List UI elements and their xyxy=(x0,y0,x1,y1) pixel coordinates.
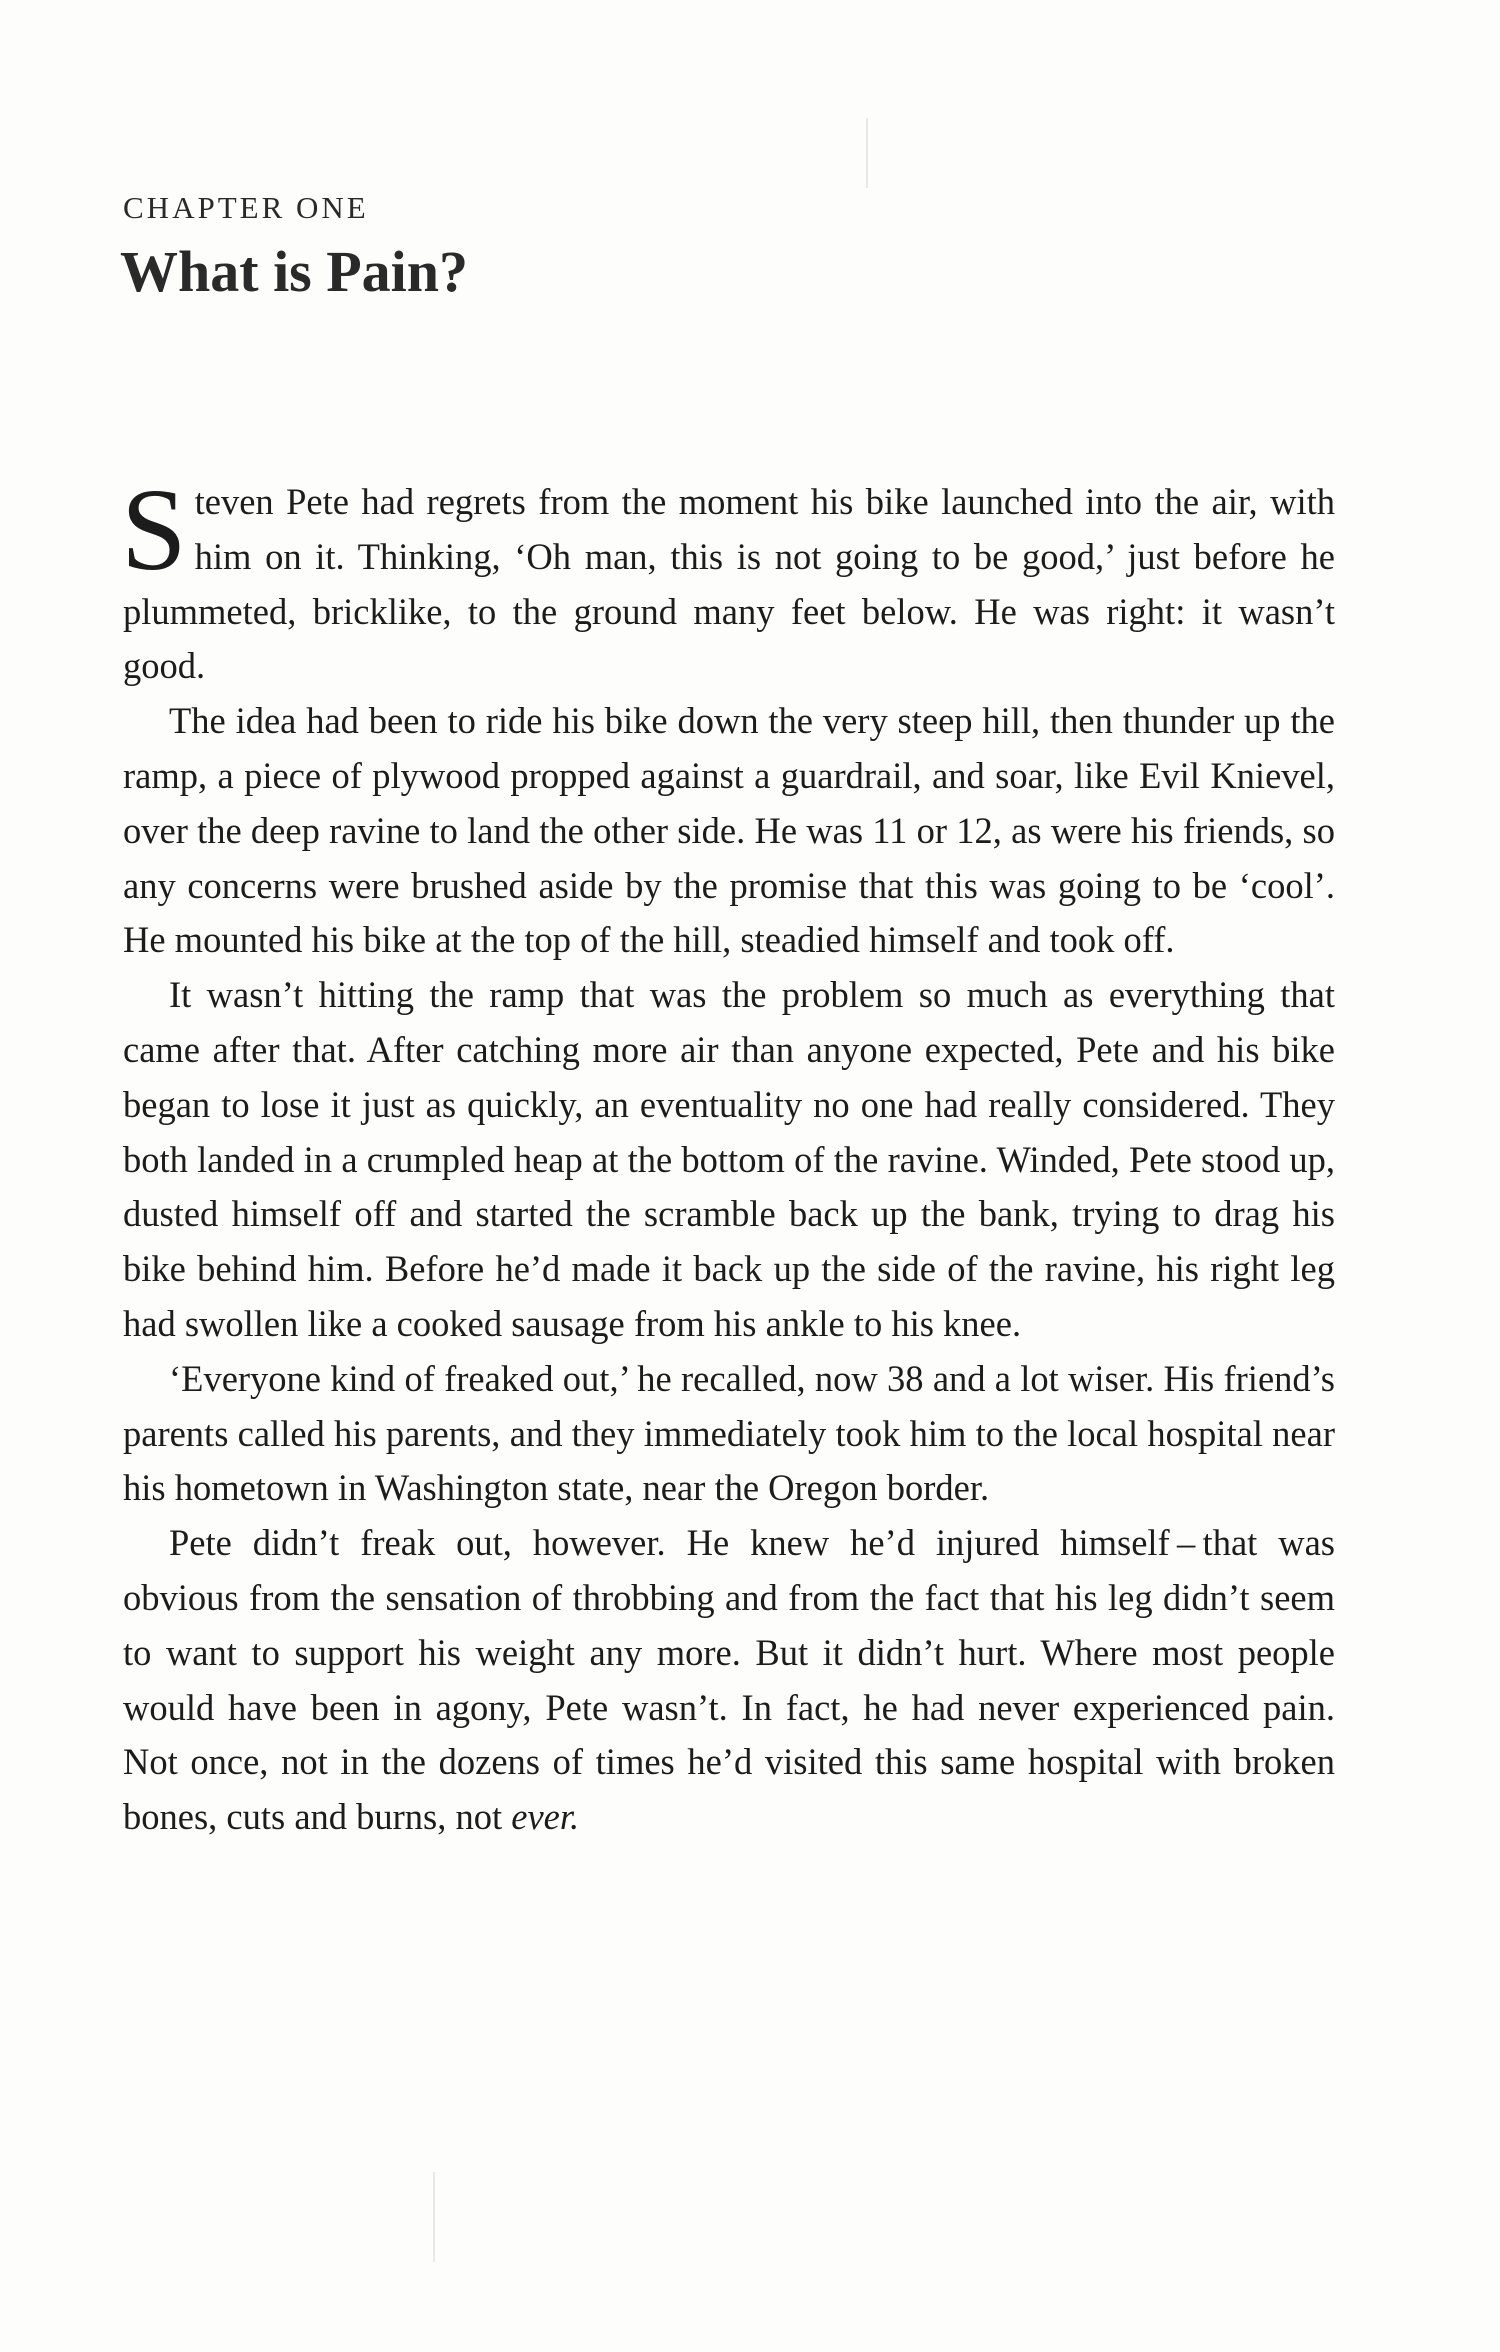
drop-cap: S xyxy=(121,464,187,595)
paragraph-3: It wasn’t hitting the ramp that was the problem so much as everything that came after that. After catching more air than anyone expected, Pete and his bike began to lose it just as quickly, an eventuality no one had really considered. They both landed in a crumpled heap at the bottom of the ravine. Winded, Pete stood up, dusted himself off and started the scramble back up the bank, trying to drag his bike behind him. Before he’d made it back up the side of the ravine, his right leg had swollen like a cooked sausage from his ankle to his knee. xyxy=(123,974,1335,1344)
chapter-body xyxy=(121,464,1335,1845)
paragraph-5-text: Pete didn’t freak out, however. He knew he’d injured himself – that was obvious from the sensation of throbbing and from the fact that his leg didn’t seem to want to support his weight any more. But it didn’t hurt. Where most people would have been in agony, Pete wasn’t. In fact, he had never experienced pain. Not once, not in the dozens of times he’d visited this same hospital with broken bones, cuts and burns, not xyxy=(123,1522,1335,1838)
paragraph-5 xyxy=(123,1516,1335,1845)
paragraph-4: ‘Everyone kind of freaked out,’ he recalled, now 38 and a lot wiser. His friend’s parents called his parents, and they immediately took him to the local hospital near his hometown in Washington state, near the Oregon border. xyxy=(123,1357,1335,1509)
chapter-label: CHAPTER ONE xyxy=(123,190,369,225)
scan-mark-top xyxy=(866,118,868,188)
paragraph-2: The idea had been to ride his bike down the very steep hill, then thunder up the ramp, a piece of plywood propped against a guardrail, and soar, like Evil Knievel, over the deep ravine to land the other side. He was 11 or 12, as were his friends, so any concerns were brushed aside by the promise that this was going to be ‘cool’. He mounted his bike at the top of the hill, steadied himself and took off. xyxy=(123,700,1335,961)
scan-mark-bottom xyxy=(433,2172,435,2262)
paragraph-1 xyxy=(121,464,1335,694)
emphasis-ever: ever. xyxy=(511,1796,580,1838)
chapter-title: What is Pain? xyxy=(120,239,469,304)
paragraph-1-text: teven Pete had regrets from the moment his bike launched into the air, with him on it. Thinking, ‘Oh man, this is not going to be good,’ just before he plummeted, bricklike, to the ground many feet below. He was right: it wasn’t good. xyxy=(123,481,1335,687)
